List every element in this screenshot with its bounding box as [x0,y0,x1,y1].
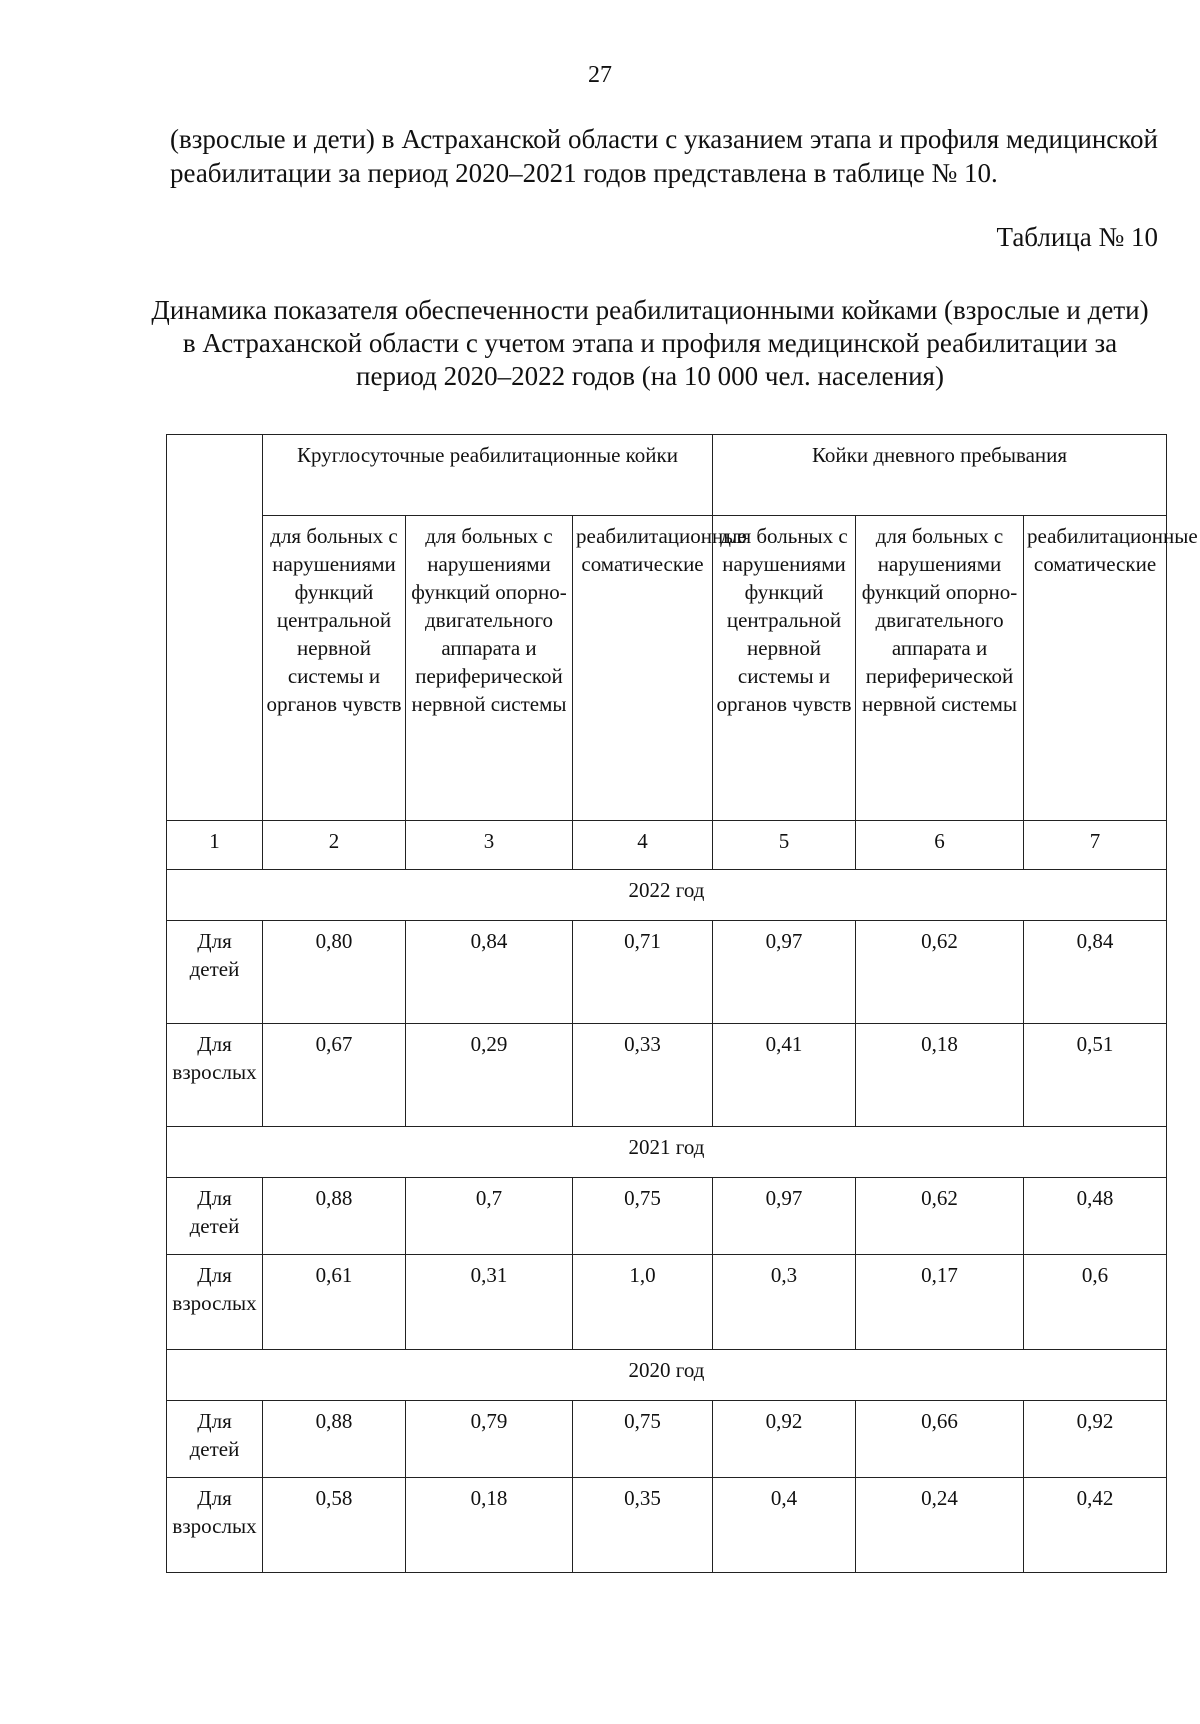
value-cell: 0,88 [263,1401,406,1478]
value-cell: 0,92 [713,1401,856,1478]
year-label: 2022 год [167,870,1167,921]
value-cell: 0,62 [856,921,1024,1024]
year-row [167,1350,1167,1401]
value-cell: 0,4 [713,1478,856,1573]
value-cell: 0,97 [713,1178,856,1255]
sub-header-cell: для больных с нарушениями функций опорно-двигательного аппарата и периферической нервной системы [856,516,1024,821]
value-cell: 0,17 [856,1255,1024,1350]
column-number: 7 [1024,821,1167,870]
value-cell: 0,61 [263,1255,406,1350]
year-label: 2020 год [167,1350,1167,1401]
value-cell: 0,84 [1024,921,1167,1024]
value-cell: 0,66 [856,1401,1024,1478]
row-label: Для взрослых [167,1255,263,1350]
year-row [167,1127,1167,1178]
value-cell: 0,48 [1024,1178,1167,1255]
value-cell: 1,0 [573,1255,713,1350]
row-label: Для детей [167,1401,263,1478]
value-cell: 0,84 [406,921,573,1024]
table-row [167,1178,1167,1255]
table-title: Динамика показателя обеспеченности реабилитационными койками (взрослые и дети) в Астраханской области с учетом этапа и профиля медицинской реабилитации за период 2020–2022 годов (на 10 000 чел. населения) [151,295,1149,391]
header-corner-cell [167,435,263,821]
header-day-stay: Койки дневного пребывания [713,435,1167,516]
column-number: 6 [856,821,1024,870]
row-label: Для детей [167,1178,263,1255]
year-label: 2021 год [167,1127,1167,1178]
table-row [167,1024,1167,1127]
value-cell: 0,88 [263,1178,406,1255]
value-cell: 0,6 [1024,1255,1167,1350]
header-round-clock: Круглосуточные реабилитационные койки [263,435,713,516]
value-cell: 0,18 [856,1024,1024,1127]
row-label: Для детей [167,921,263,1024]
column-number: 3 [406,821,573,870]
row-label: Для взрослых [167,1024,263,1127]
value-cell: 0,75 [573,1178,713,1255]
value-cell: 0,41 [713,1024,856,1127]
value-cell: 0,3 [713,1255,856,1350]
sub-header-cell: для больных с нарушениями функций центральной нервной системы и органов чувств [713,516,856,821]
table-label: Таблица № 10 [996,222,1158,252]
value-cell: 0,51 [1024,1024,1167,1127]
column-number-row [167,821,1167,870]
row-label: Для взрослых [167,1478,263,1573]
value-cell: 0,62 [856,1178,1024,1255]
table-row [167,921,1167,1024]
sub-header-cell: для больных с нарушениями функций опорно-двигательного аппарата и периферической нервной системы [406,516,573,821]
sub-header-cell: реабилитационные соматические [1024,516,1167,821]
value-cell: 0,79 [406,1401,573,1478]
column-number: 4 [573,821,713,870]
rehab-beds-table [166,434,1198,1573]
year-row [167,870,1167,921]
column-number: 1 [167,821,263,870]
sub-header-cell: для больных с нарушениями функций центральной нервной системы и органов чувств [263,516,406,821]
value-cell: 0,7 [406,1178,573,1255]
value-cell: 0,24 [856,1478,1024,1573]
value-cell: 0,67 [263,1024,406,1127]
sub-header-row [167,516,1167,821]
value-cell: 0,18 [406,1478,573,1573]
value-cell: 0,29 [406,1024,573,1127]
table-row [167,1255,1167,1350]
intro-paragraph: (взрослые и дети) в Астраханской области с указанием этапа и профиля медицинской реабилитации за период 2020–2021 годов представлена в таблице № 10. [170,124,1158,188]
table-row [167,1401,1167,1478]
value-cell: 0,92 [1024,1401,1167,1478]
table-row [167,1478,1167,1573]
value-cell: 0,97 [713,921,856,1024]
value-cell: 0,42 [1024,1478,1167,1573]
value-cell: 0,35 [573,1478,713,1573]
page-number: 27 [588,62,612,88]
column-number: 5 [713,821,856,870]
value-cell: 0,71 [573,921,713,1024]
value-cell: 0,80 [263,921,406,1024]
group-header-row [167,435,1167,516]
value-cell: 0,75 [573,1401,713,1478]
value-cell: 0,33 [573,1024,713,1127]
sub-header-cell: реабилитационные соматические [573,516,713,821]
value-cell: 0,31 [406,1255,573,1350]
value-cell: 0,58 [263,1478,406,1573]
column-number: 2 [263,821,406,870]
